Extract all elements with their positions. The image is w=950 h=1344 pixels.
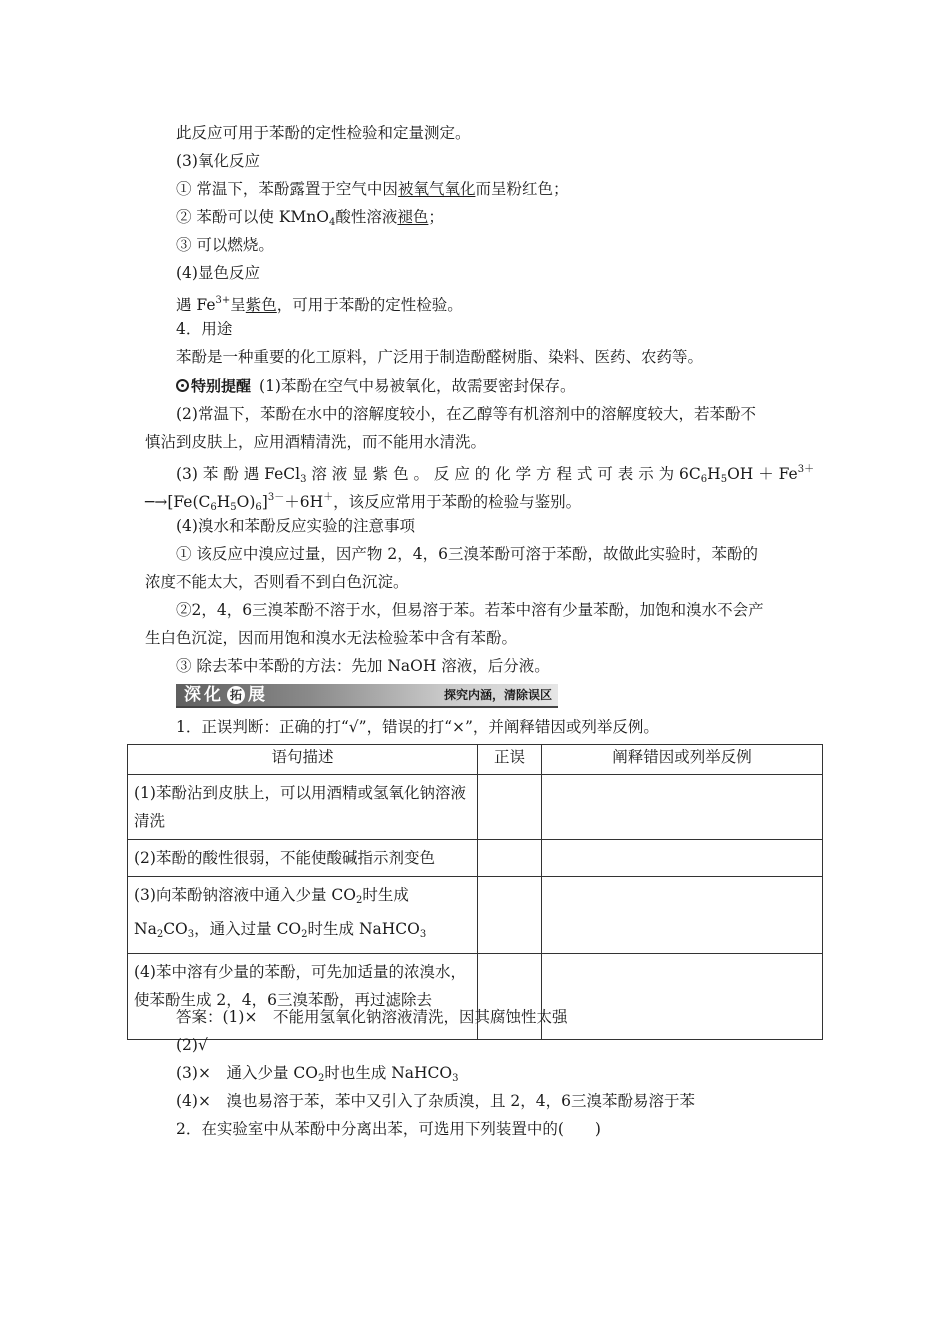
text: ② 苯酚可以使 KMnO [176,208,329,226]
tip-p6b: 生白色沉淀，因而用饱和溴水无法检验苯中含有苯酚。 [145,629,518,647]
tip-badge-label: 特别提醒 [191,377,252,395]
text: ] [261,493,268,511]
table-row [128,775,823,840]
subscript: 6 [255,502,262,513]
subscript: 3 [187,929,195,940]
judgement-cell [478,840,542,877]
tip-p3b [145,488,581,518]
judgement-cell [478,877,542,954]
explanation-cell [542,877,823,954]
text: (3) 苯 酚 遇 FeCl [176,465,301,483]
text: 展 [248,685,268,705]
text: (3)× 通入少量 CO [176,1064,318,1082]
text: (3)向苯酚钠溶液中通入少量 CO [134,886,356,904]
tip-p1 [176,376,575,396]
text: 时生成 Na [134,886,409,938]
tip-icon [176,379,189,392]
line-uses: 苯酚是一种重要的化工原料，广泛用于制造酚醛树脂、染料、医药、农药等。 [176,348,704,366]
text: 遇 Fe [176,296,216,314]
statement-cell: (4)苯中溶有少量的苯酚，可先加适量的浓溴水，使苯酚生成 2，4，6三溴苯酚，再过滤除去 [128,954,478,1040]
answer-1: 答案：(1)× 不能用氢氧化钠溶液清洗，因其腐蚀性太强 [176,1008,568,1026]
tip-badge [176,376,251,396]
subscript: 2 [301,929,308,940]
banner-title [184,684,268,706]
text: ＋6H [284,493,324,511]
subscript: 2 [156,929,164,940]
table-row [128,840,823,877]
line-color-reaction [176,291,463,315]
superscript: ＋ [323,492,334,503]
banner-badge: 拓 [227,686,245,704]
subscript: 2 [317,1073,325,1084]
tip-p5b: 浓度不能太大，否则看不到白色沉淀。 [145,573,409,591]
subscript: 5 [720,474,728,485]
subscript: 3 [419,929,427,940]
text: 深化 [184,685,224,705]
line-oxidation-2 [176,207,444,233]
explanation-cell [542,954,823,1040]
text: CO [163,920,188,938]
tip-p7: ③ 除去苯中苯酚的方法：先加 NaOH 溶液，后分液。 [176,657,550,675]
tip-p4: (4)溴水和苯酚反应实验的注意事项 [176,517,415,535]
text: ； [428,208,444,226]
table-row [128,877,823,954]
tip-p5a: ① 该反应中溴应过量，因产物 2，4，6三溴苯酚可溶于苯酚，故做此实验时，苯酚的 [176,545,758,563]
q2-stem: 2．在实验室中从苯酚中分离出苯，可选用下列装置中的( ) [176,1120,601,1138]
subscript: 6 [210,502,217,513]
tip-p2a: (2)常温下，苯酚在水中的溶解度较小，在乙醇等有机溶剂中的溶解度较大，若苯酚不 [176,405,756,423]
line-uses-heading: 4．用途 [176,320,233,338]
tip-p3a [176,460,814,490]
superscript: 3＋ [797,464,815,475]
text: OH ＋ Fe [727,465,798,483]
subscript: 6 [700,474,708,485]
judgement-cell [478,775,542,840]
text: ① 常温下，苯酚露置于空气中因 [176,180,398,198]
text: O) [236,493,256,511]
answer-3 [176,1063,459,1089]
answer-4: (4)× 溴也易溶于苯，苯中又引入了杂质溴，且 2，4，6三溴苯酚易溶于苯 [176,1092,695,1110]
line-oxidation-1 [176,179,568,199]
text: H [216,493,231,511]
answer-2: (2)√ [176,1036,208,1054]
text: 酸性溶液 [335,208,398,226]
subscript: 2 [355,895,363,906]
subscript: 5 [230,502,237,513]
tip-p6a: ②2，4，6三溴苯酚不溶于水，但易溶于苯。若苯中溶有少量苯酚，加饱和溴水不会产 [176,601,764,619]
explanation-cell [542,775,823,840]
explanation-cell [542,840,823,877]
underlined-text: 被氧气氧化 [397,180,476,198]
underlined-text: 紫色 [245,296,277,314]
banner-tag: 探究内涵，清除误区 [443,688,552,702]
text: 时也生成 NaHCO [324,1064,453,1082]
header-judgement: 正误 [478,745,542,775]
q1-stem: 1．正误判断：正确的打“√”，错误的打“×”，并阐释错因或列举反例。 [176,718,659,736]
text: 而呈粉红色； [475,180,569,198]
subscript: 4 [329,217,336,228]
text: (1)苯酚在空气中易被氧化，故需要密封保存。 [259,377,576,395]
table-header-row [128,745,823,775]
tip-p2b: 慎沾到皮肤上，应用酒精清洗，而不能用水清洗。 [145,433,487,451]
text: 呈 [230,296,246,314]
subscript: 3 [452,1073,459,1084]
header-statement: 语句描述 [128,745,478,775]
section-banner [176,684,558,708]
text: 时生成 NaHCO [307,920,420,938]
text: ，通入过量 CO [194,920,302,938]
text: 溶 液 显 紫 色 。 反 应 的 化 学 方 程 式 可 表 示 为 6C [306,465,701,483]
text: ─→[Fe(C [145,493,211,511]
line-reaction-use: 此反应可用于苯酚的定性检验和定量测定。 [176,124,471,142]
line-oxidation-heading: (3)氧化反应 [176,152,260,170]
underlined-text: 褪色 [397,208,429,226]
line-color-heading: (4)显色反应 [176,264,260,282]
line-oxidation-3: ③ 可以燃烧。 [176,236,274,254]
statement-cell: (2)苯酚的酸性很弱，不能使酸碱指示剂变色 [128,840,478,877]
subscript: 3 [300,474,307,485]
statement-cell: (1)苯酚沾到皮肤上，可以用酒精或氢氧化钠溶液清洗 [128,775,478,840]
text: H [707,465,721,483]
superscript: 3+ [215,295,231,306]
judgement-table [127,744,823,1040]
header-explanation: 阐释错因或列举反例 [542,745,823,775]
statement-cell [128,877,478,954]
text: ，可用于苯酚的定性检验。 [276,296,463,314]
text: ，该反应常用于苯酚的检验与鉴别。 [333,493,582,511]
superscript: 3－ [267,492,285,503]
